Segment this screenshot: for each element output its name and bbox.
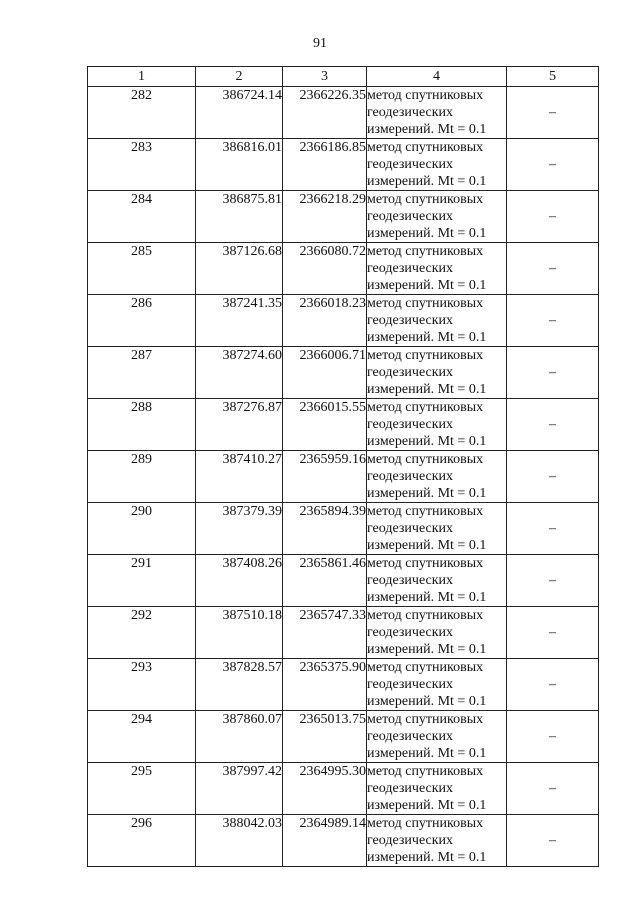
note-cell: – bbox=[507, 399, 599, 451]
y-coordinate-cell: 2365375.90 bbox=[283, 659, 367, 711]
note-cell: – bbox=[507, 503, 599, 555]
method-line: измерений. Mt = 0.1 bbox=[367, 226, 487, 241]
method-cell bbox=[367, 139, 507, 191]
method-line: метод спутниковых bbox=[367, 712, 484, 727]
y-coordinate-cell: 2366080.72 bbox=[283, 243, 367, 295]
method-line: измерений. Mt = 0.1 bbox=[367, 850, 487, 865]
method-cell bbox=[367, 763, 507, 815]
note-cell: – bbox=[507, 555, 599, 607]
x-coordinate-cell: 387126.68 bbox=[196, 243, 283, 295]
x-coordinate-cell: 387408.26 bbox=[196, 555, 283, 607]
table-row bbox=[88, 399, 599, 451]
method-line: метод спутниковых bbox=[367, 764, 484, 779]
note-cell: – bbox=[507, 243, 599, 295]
note-cell: – bbox=[507, 607, 599, 659]
point-number-cell: 283 bbox=[88, 139, 196, 191]
method-cell bbox=[367, 191, 507, 243]
x-coordinate-cell: 386724.14 bbox=[196, 87, 283, 139]
header-col-5: 5 bbox=[507, 67, 599, 87]
point-number-cell: 296 bbox=[88, 815, 196, 867]
note-cell: – bbox=[507, 659, 599, 711]
table-row bbox=[88, 87, 599, 139]
method-line: метод спутниковых bbox=[367, 816, 484, 831]
x-coordinate-cell: 387276.87 bbox=[196, 399, 283, 451]
x-coordinate-cell: 387828.57 bbox=[196, 659, 283, 711]
method-cell bbox=[367, 399, 507, 451]
method-line: измерений. Mt = 0.1 bbox=[367, 538, 487, 553]
table-row bbox=[88, 763, 599, 815]
method-line: измерений. Mt = 0.1 bbox=[367, 486, 487, 501]
method-line: метод спутниковых bbox=[367, 88, 484, 103]
x-coordinate-cell: 387241.35 bbox=[196, 295, 283, 347]
method-line: геодезических bbox=[367, 469, 454, 484]
method-line: метод спутниковых bbox=[367, 660, 484, 675]
y-coordinate-cell: 2365959.16 bbox=[283, 451, 367, 503]
method-line: геодезических bbox=[367, 209, 454, 224]
method-line: метод спутниковых bbox=[367, 608, 484, 623]
point-number-cell: 282 bbox=[88, 87, 196, 139]
method-line: метод спутниковых bbox=[367, 556, 484, 571]
y-coordinate-cell: 2365013.75 bbox=[283, 711, 367, 763]
point-number-cell: 287 bbox=[88, 347, 196, 399]
note-cell: – bbox=[507, 711, 599, 763]
x-coordinate-cell: 386875.81 bbox=[196, 191, 283, 243]
method-line: геодезических bbox=[367, 729, 454, 744]
x-coordinate-cell: 387997.42 bbox=[196, 763, 283, 815]
x-coordinate-cell: 387860.07 bbox=[196, 711, 283, 763]
method-cell bbox=[367, 607, 507, 659]
method-line: геодезических bbox=[367, 781, 454, 796]
y-coordinate-cell: 2366018.23 bbox=[283, 295, 367, 347]
method-line: метод спутниковых bbox=[367, 504, 484, 519]
point-number-cell: 288 bbox=[88, 399, 196, 451]
method-line: измерений. Mt = 0.1 bbox=[367, 382, 487, 397]
point-number-cell: 290 bbox=[88, 503, 196, 555]
method-line: измерений. Mt = 0.1 bbox=[367, 434, 487, 449]
method-line: геодезических bbox=[367, 157, 454, 172]
table-body bbox=[88, 87, 599, 867]
method-line: геодезических bbox=[367, 573, 454, 588]
y-coordinate-cell: 2364989.14 bbox=[283, 815, 367, 867]
method-line: метод спутниковых bbox=[367, 452, 484, 467]
method-line: геодезических bbox=[367, 105, 454, 120]
note-cell: – bbox=[507, 87, 599, 139]
method-line: измерений. Mt = 0.1 bbox=[367, 642, 487, 657]
x-coordinate-cell: 387410.27 bbox=[196, 451, 283, 503]
method-line: метод спутниковых bbox=[367, 140, 484, 155]
y-coordinate-cell: 2366226.35 bbox=[283, 87, 367, 139]
method-line: метод спутниковых bbox=[367, 296, 484, 311]
method-line: измерений. Mt = 0.1 bbox=[367, 330, 487, 345]
coordinates-table bbox=[87, 66, 599, 867]
header-col-2: 2 bbox=[196, 67, 283, 87]
method-line: геодезических bbox=[367, 677, 454, 692]
method-line: геодезических bbox=[367, 833, 454, 848]
note-cell: – bbox=[507, 191, 599, 243]
x-coordinate-cell: 387379.39 bbox=[196, 503, 283, 555]
y-coordinate-cell: 2366006.71 bbox=[283, 347, 367, 399]
header-col-4: 4 bbox=[367, 67, 507, 87]
note-cell: – bbox=[507, 815, 599, 867]
y-coordinate-cell: 2366015.55 bbox=[283, 399, 367, 451]
x-coordinate-cell: 388042.03 bbox=[196, 815, 283, 867]
method-line: измерений. Mt = 0.1 bbox=[367, 798, 487, 813]
method-line: измерений. Mt = 0.1 bbox=[367, 174, 487, 189]
method-line: геодезических bbox=[367, 625, 454, 640]
header-row bbox=[88, 67, 599, 87]
method-cell bbox=[367, 87, 507, 139]
table-row bbox=[88, 295, 599, 347]
method-cell bbox=[367, 659, 507, 711]
method-line: метод спутниковых bbox=[367, 348, 484, 363]
y-coordinate-cell: 2365747.33 bbox=[283, 607, 367, 659]
method-line: геодезических bbox=[367, 313, 454, 328]
table-header bbox=[88, 67, 599, 87]
method-line: измерений. Mt = 0.1 bbox=[367, 746, 487, 761]
x-coordinate-cell: 387510.18 bbox=[196, 607, 283, 659]
table-row bbox=[88, 139, 599, 191]
point-number-cell: 289 bbox=[88, 451, 196, 503]
point-number-cell: 285 bbox=[88, 243, 196, 295]
method-line: измерений. Mt = 0.1 bbox=[367, 694, 487, 709]
table-row bbox=[88, 451, 599, 503]
method-line: геодезических bbox=[367, 365, 454, 380]
method-line: геодезических bbox=[367, 261, 454, 276]
table-row bbox=[88, 503, 599, 555]
table-row bbox=[88, 555, 599, 607]
method-line: измерений. Mt = 0.1 bbox=[367, 122, 487, 137]
y-coordinate-cell: 2364995.30 bbox=[283, 763, 367, 815]
point-number-cell: 286 bbox=[88, 295, 196, 347]
method-cell bbox=[367, 555, 507, 607]
method-line: метод спутниковых bbox=[367, 400, 484, 415]
point-number-cell: 295 bbox=[88, 763, 196, 815]
point-number-cell: 284 bbox=[88, 191, 196, 243]
method-line: метод спутниковых bbox=[367, 192, 484, 207]
note-cell: – bbox=[507, 139, 599, 191]
note-cell: – bbox=[507, 295, 599, 347]
method-cell bbox=[367, 503, 507, 555]
note-cell: – bbox=[507, 763, 599, 815]
y-coordinate-cell: 2366186.85 bbox=[283, 139, 367, 191]
table-row bbox=[88, 659, 599, 711]
y-coordinate-cell: 2365894.39 bbox=[283, 503, 367, 555]
method-cell bbox=[367, 451, 507, 503]
method-line: измерений. Mt = 0.1 bbox=[367, 278, 487, 293]
method-cell bbox=[367, 295, 507, 347]
table-row bbox=[88, 815, 599, 867]
y-coordinate-cell: 2366218.29 bbox=[283, 191, 367, 243]
table-row bbox=[88, 347, 599, 399]
table-row bbox=[88, 607, 599, 659]
note-cell: – bbox=[507, 451, 599, 503]
header-col-3: 3 bbox=[283, 67, 367, 87]
method-line: геодезических bbox=[367, 521, 454, 536]
y-coordinate-cell: 2365861.46 bbox=[283, 555, 367, 607]
page-number: 91 bbox=[313, 36, 327, 51]
method-cell bbox=[367, 815, 507, 867]
note-cell: – bbox=[507, 347, 599, 399]
header-col-1: 1 bbox=[88, 67, 196, 87]
point-number-cell: 292 bbox=[88, 607, 196, 659]
x-coordinate-cell: 386816.01 bbox=[196, 139, 283, 191]
method-cell bbox=[367, 243, 507, 295]
table-row bbox=[88, 711, 599, 763]
method-line: измерений. Mt = 0.1 bbox=[367, 590, 487, 605]
point-number-cell: 293 bbox=[88, 659, 196, 711]
method-line: метод спутниковых bbox=[367, 244, 484, 259]
x-coordinate-cell: 387274.60 bbox=[196, 347, 283, 399]
method-cell bbox=[367, 347, 507, 399]
method-cell bbox=[367, 711, 507, 763]
table-row bbox=[88, 191, 599, 243]
point-number-cell: 291 bbox=[88, 555, 196, 607]
point-number-cell: 294 bbox=[88, 711, 196, 763]
method-line: геодезических bbox=[367, 417, 454, 432]
table-row bbox=[88, 243, 599, 295]
